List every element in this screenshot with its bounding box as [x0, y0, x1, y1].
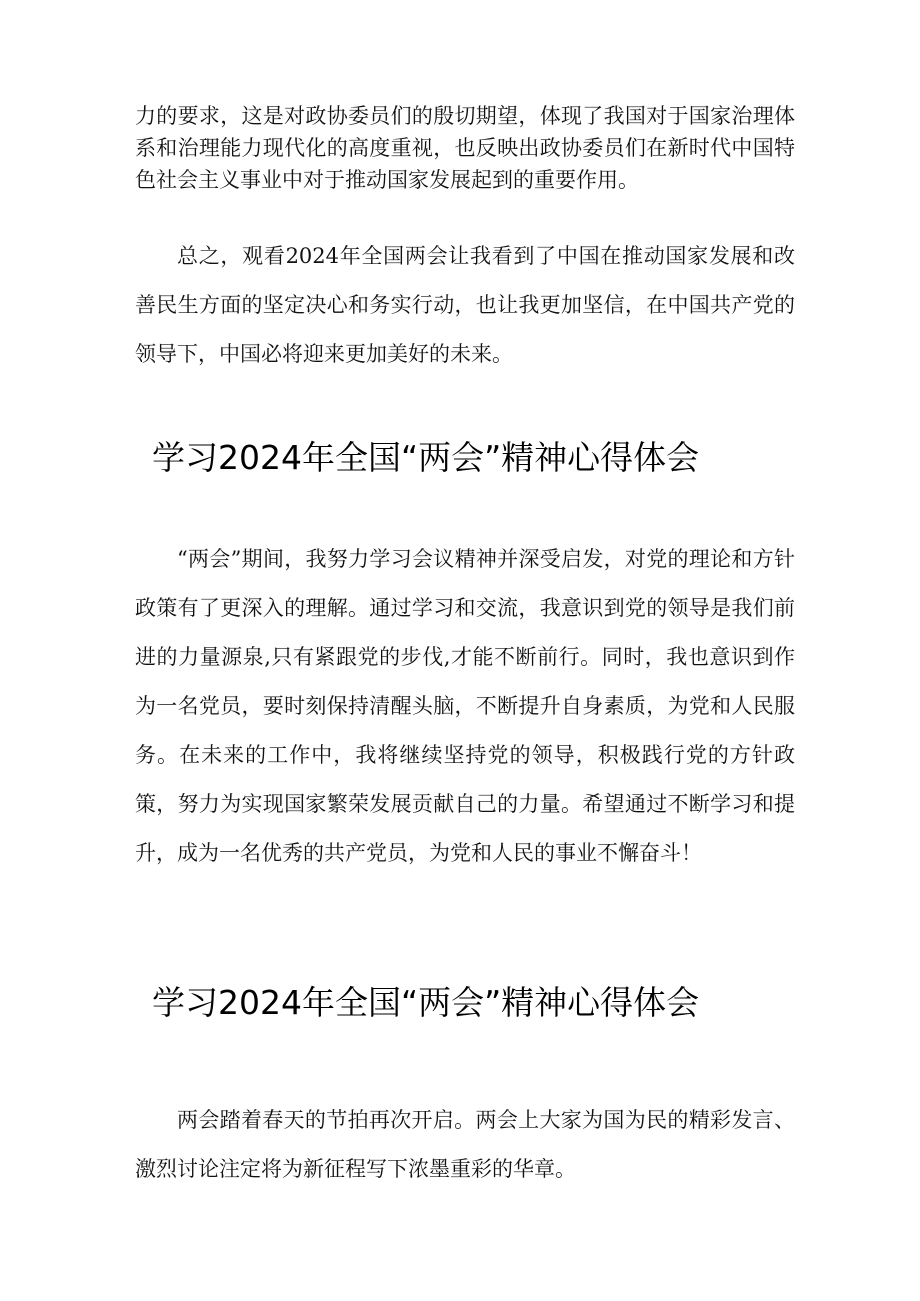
paragraph-conclusion: 总之，观看2024年全国两会让我看到了中国在推动国家发展和改善民生方面的坚定决心和务实行动，也让我更加坚信，在中国共产党的领导下，中国必将迎来更加美好的未来。: [135, 244, 795, 366]
paragraph-section-1: “两会”期间，我努力学习会议精神并深受启发，对党的理论和方针政策有了更深入的理解。通过学习和交流，我意识到党的领导是我们前进的力量源泉,只有紧跟党的步伐,才能不断前行。同时，我也意识到作为一名党员，要时刻保持清醒头脑，不断提升自身素质，为党和人民服务。在未来的工作中，我将继续坚持党的领导，积极践行党的方针政策，努力为实现国家繁荣发展贡献自己的力量。希望通过不断学习和提升，成为一名优秀的共产党员，为党和人民的事业不懈奋斗！: [135, 547, 795, 865]
paragraph-continued: 力的要求，这是对政协委员们的殷切期望，体现了我国对于国家治理体系和治理能力现代化的高度重视，也反映出政协委员们在新时代中国特色社会主义事业中对于推动国家发展起到的重要作用。: [135, 104, 795, 192]
section-heading-1: 学习2024年全国“两会”精神心得体会: [152, 438, 700, 477]
section-heading-2: 学习2024年全国“两会”精神心得体会: [152, 983, 700, 1022]
paragraph-section-2: 两会踏着春天的节拍再次开启。两会上大家为国为民的精彩发言、激烈讨论注定将为新征程写下浓墨重彩的华章。: [135, 1108, 795, 1181]
